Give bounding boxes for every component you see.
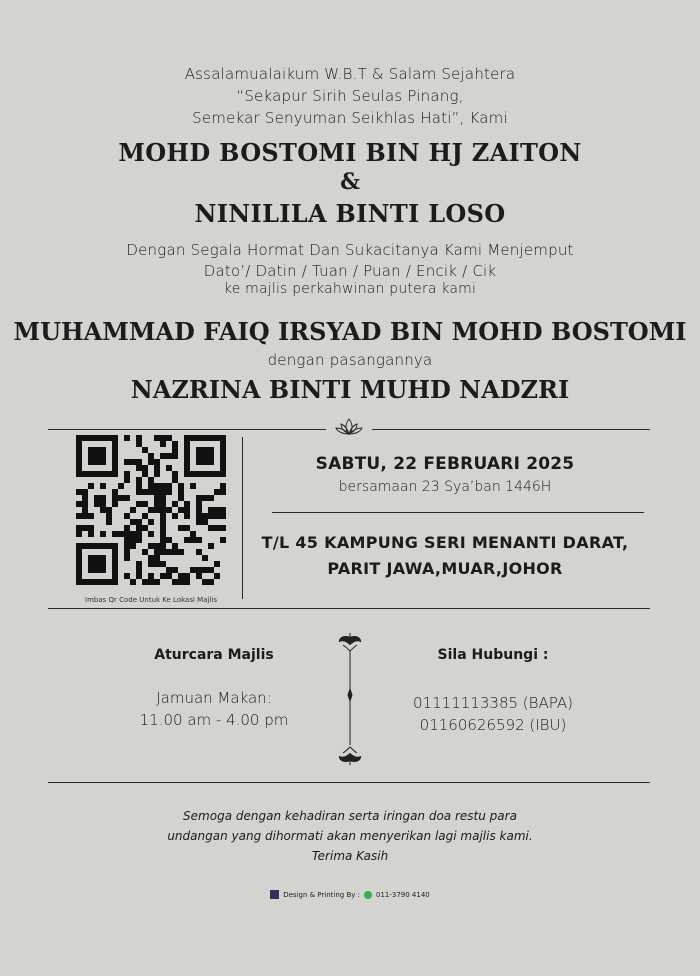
invitation-line1: Dengan Segala Hormat Dan Sukacitanya Kami Menjemput: [126, 241, 574, 259]
qr-caption: Imbas Qr Code Untuk Ke Lokasi Majlis: [85, 596, 217, 604]
qr-separator: [242, 437, 243, 599]
contact-phone-bapa[interactable]: 01111113385 (BAPA): [413, 694, 573, 712]
contact-phone-ibu[interactable]: 01160626592 (IBU): [419, 716, 567, 734]
greeting-line2: “Sekapur Sirih Seulas Pinang,: [236, 87, 464, 105]
divider-right: [372, 429, 650, 430]
event-date: SABTU, 22 FEBRUARI 2025: [315, 454, 575, 474]
divider-left: [48, 429, 326, 430]
divider-bottom: [48, 782, 650, 783]
credit: [0, 890, 700, 899]
schedule-block: [114, 687, 314, 731]
invitation-text: [0, 240, 700, 296]
groom-name: MUHAMMAD FAIQ IRSYAD BIN MOHD BOSTOMI: [13, 317, 687, 346]
designer-logo-icon: [270, 890, 279, 899]
ornament-icon: [334, 631, 366, 767]
couple-connector: dengan pasangannya: [267, 351, 433, 369]
bride-name: NAZRINA BINTI MUHD NADZRI: [130, 375, 570, 404]
schedule-item: Jamuan Makan:: [156, 689, 272, 707]
greeting-line3: Semekar Senyuman Seikhlas Hati”, Kami: [192, 109, 508, 127]
closing-line3: Terima Kasih: [311, 849, 389, 863]
event-address: [250, 530, 640, 582]
lotus-icon: [334, 416, 364, 438]
event-hijri: bersamaan 23 Sya’ban 1446H: [338, 479, 552, 495]
address-line1: T/L 45 KAMPUNG SERI MENANTI DARAT,: [261, 533, 629, 552]
mother-name: NINILILA BINTI LOSO: [194, 199, 506, 228]
whatsapp-icon: [364, 891, 372, 899]
schedule-time: 11.00 am - 4.00 pm: [139, 711, 289, 729]
divider-mid: [48, 608, 650, 609]
schedule-title: Aturcara Majlis: [154, 647, 274, 663]
greeting-line1: Assalamualaikum W.B.T & Salam Sejahtera: [184, 65, 516, 83]
father-name: MOHD BOSTOMI BIN HJ ZAITON: [118, 138, 582, 167]
credit-label: Design & Printing By :: [283, 890, 360, 899]
invitation-line2: Dato’/ Datin / Tuan / Puan / Encik / Cik: [203, 262, 497, 280]
qr-code[interactable]: [76, 435, 226, 585]
credit-phone[interactable]: 011-3790 4140: [376, 890, 430, 899]
contact-block: [393, 692, 593, 736]
greeting: [0, 63, 700, 129]
invitation-line3: ke majlis perkahwinan putera kami: [223, 281, 477, 297]
divider-event: [272, 512, 644, 513]
address-line2: PARIT JAWA,MUAR,JOHOR: [327, 559, 563, 578]
closing-text: [0, 806, 700, 866]
closing-line2: undangan yang dihormati akan menyerikan lagi majlis kami.: [167, 829, 533, 843]
ampersand: &: [340, 169, 360, 195]
closing-line1: Semoga dengan kehadiran serta iringan doa restu para: [183, 809, 517, 823]
contact-title: Sila Hubungi :: [437, 647, 549, 663]
